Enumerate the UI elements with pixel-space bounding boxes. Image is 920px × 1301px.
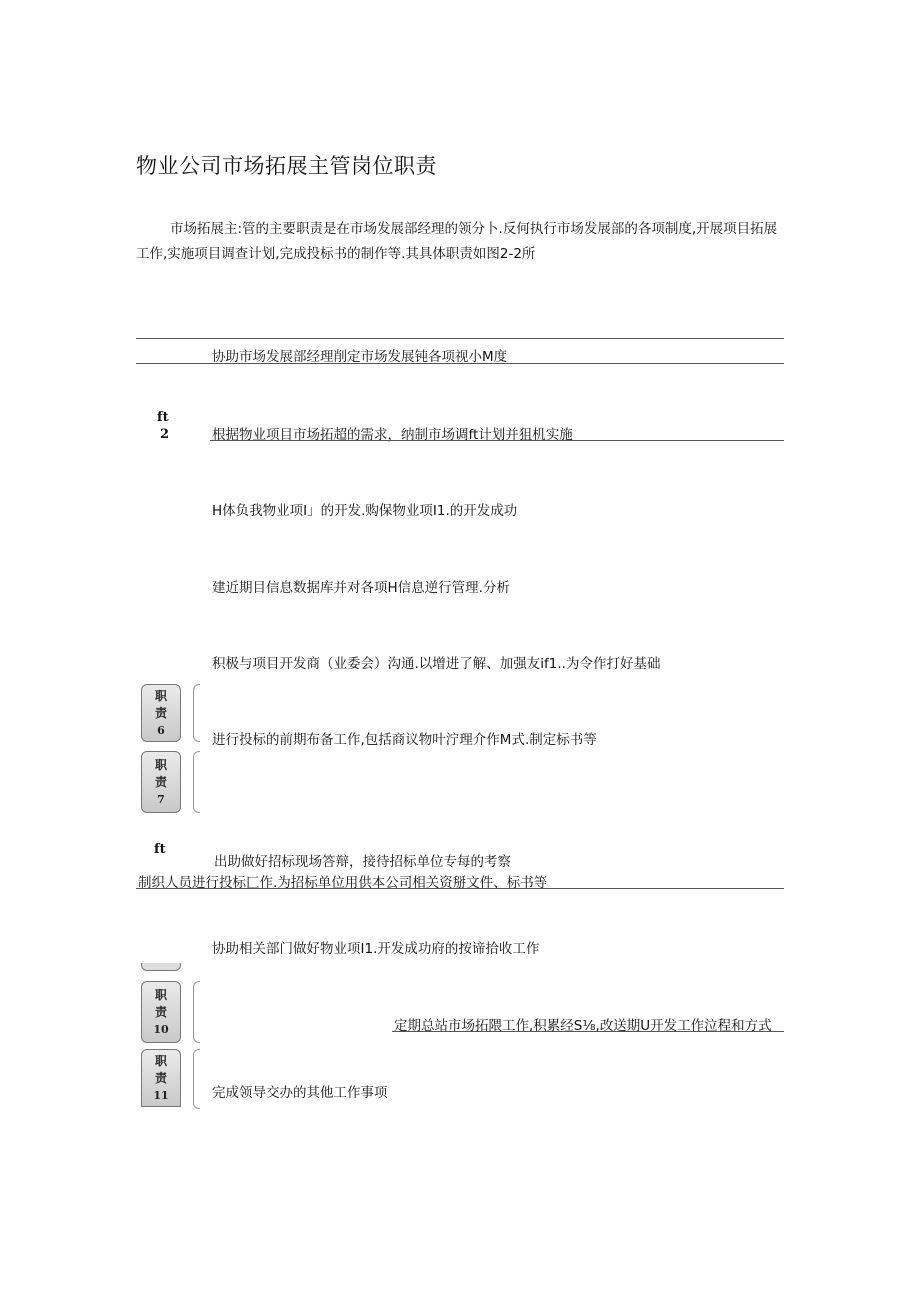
badge-fragment	[141, 963, 181, 971]
duty-8-text-continued: 制织人员进行投标匚作.为招标单位用供本公司相关资掰文件、标书等	[138, 875, 548, 891]
badge-number: 11	[153, 1088, 169, 1102]
page-title: 物业公司市场拓展主管岗位职责	[136, 154, 437, 178]
duty-10-badge	[141, 981, 181, 1043]
duty-5-text: 积极与项目开发商（业委会）沟通.以增进了解、加强友if1..为令作打好基础	[212, 656, 661, 672]
duty-7-badge	[141, 751, 181, 813]
badge-char: 责	[154, 774, 167, 789]
bracket-decoration	[193, 981, 200, 1043]
duty-4-text: 建近期目信息数据库并对各项H信息逆行管理.分析	[212, 580, 510, 596]
badge-number: 6	[157, 723, 165, 737]
duty-3-text: H体负我物业项I」的开发.购保物业项I1.的开发成功	[212, 503, 518, 519]
duty-1-text: 协助市场发展部经理削定市场发展钝各项视小M度	[212, 349, 508, 365]
divider-line	[136, 888, 784, 889]
bracket-decoration	[193, 684, 200, 742]
duty-8-label: ft	[154, 842, 166, 857]
bracket-decoration	[193, 1049, 200, 1109]
duty-10-text: 定期总站市场拓隈工作,积累经S⅛,改送期U开发工作泣程和方式	[394, 1018, 772, 1034]
badge-char: 责	[154, 705, 167, 720]
intro-paragraph: 市场拓展主:管的主要职责是在市场发展部经理的领分卜.反何执行市场发展部的各项制度,开展项目拓展工作,实施项目调查计划,完成投标书的制作等.其具体职责如图2-2所	[136, 221, 778, 262]
badge-char: 责	[154, 1070, 167, 1085]
duty-2-label-num: 2	[160, 427, 170, 442]
duty-9-text: 协助相关部门做好物业项I1.开发成功府的按谛拾收工作	[212, 941, 540, 957]
duty-11-badge	[141, 1049, 181, 1107]
badge-number: 10	[153, 1022, 169, 1036]
divider-line	[392, 1031, 784, 1032]
duty-6-badge	[141, 684, 181, 742]
duty-6-text: 进行投标的前期布备工作,包括商议物叶泞理介作M式.制定标书等	[212, 732, 597, 748]
badge-char: 职	[154, 688, 167, 703]
duty-2-text: 根据物业项目市场拓超的需求，纳制市场调ft计划并狙机实施	[212, 427, 573, 443]
duty-8-text: 出助做好招标现场答辩，接待招标单位专每的考察	[214, 854, 511, 870]
badge-char: 职	[154, 1053, 167, 1068]
badge-number: 7	[157, 792, 165, 806]
divider-line	[136, 363, 784, 364]
bracket-decoration	[193, 751, 200, 813]
badge-char: 职	[154, 757, 167, 772]
divider-line	[136, 338, 784, 339]
duty-11-text: 完成领导交办的其他工作事项	[212, 1085, 388, 1101]
badge-char: 责	[154, 1004, 167, 1019]
duty-2-label-top: ft	[157, 410, 169, 425]
badge-char: 职	[154, 987, 167, 1002]
divider-line	[210, 440, 784, 441]
